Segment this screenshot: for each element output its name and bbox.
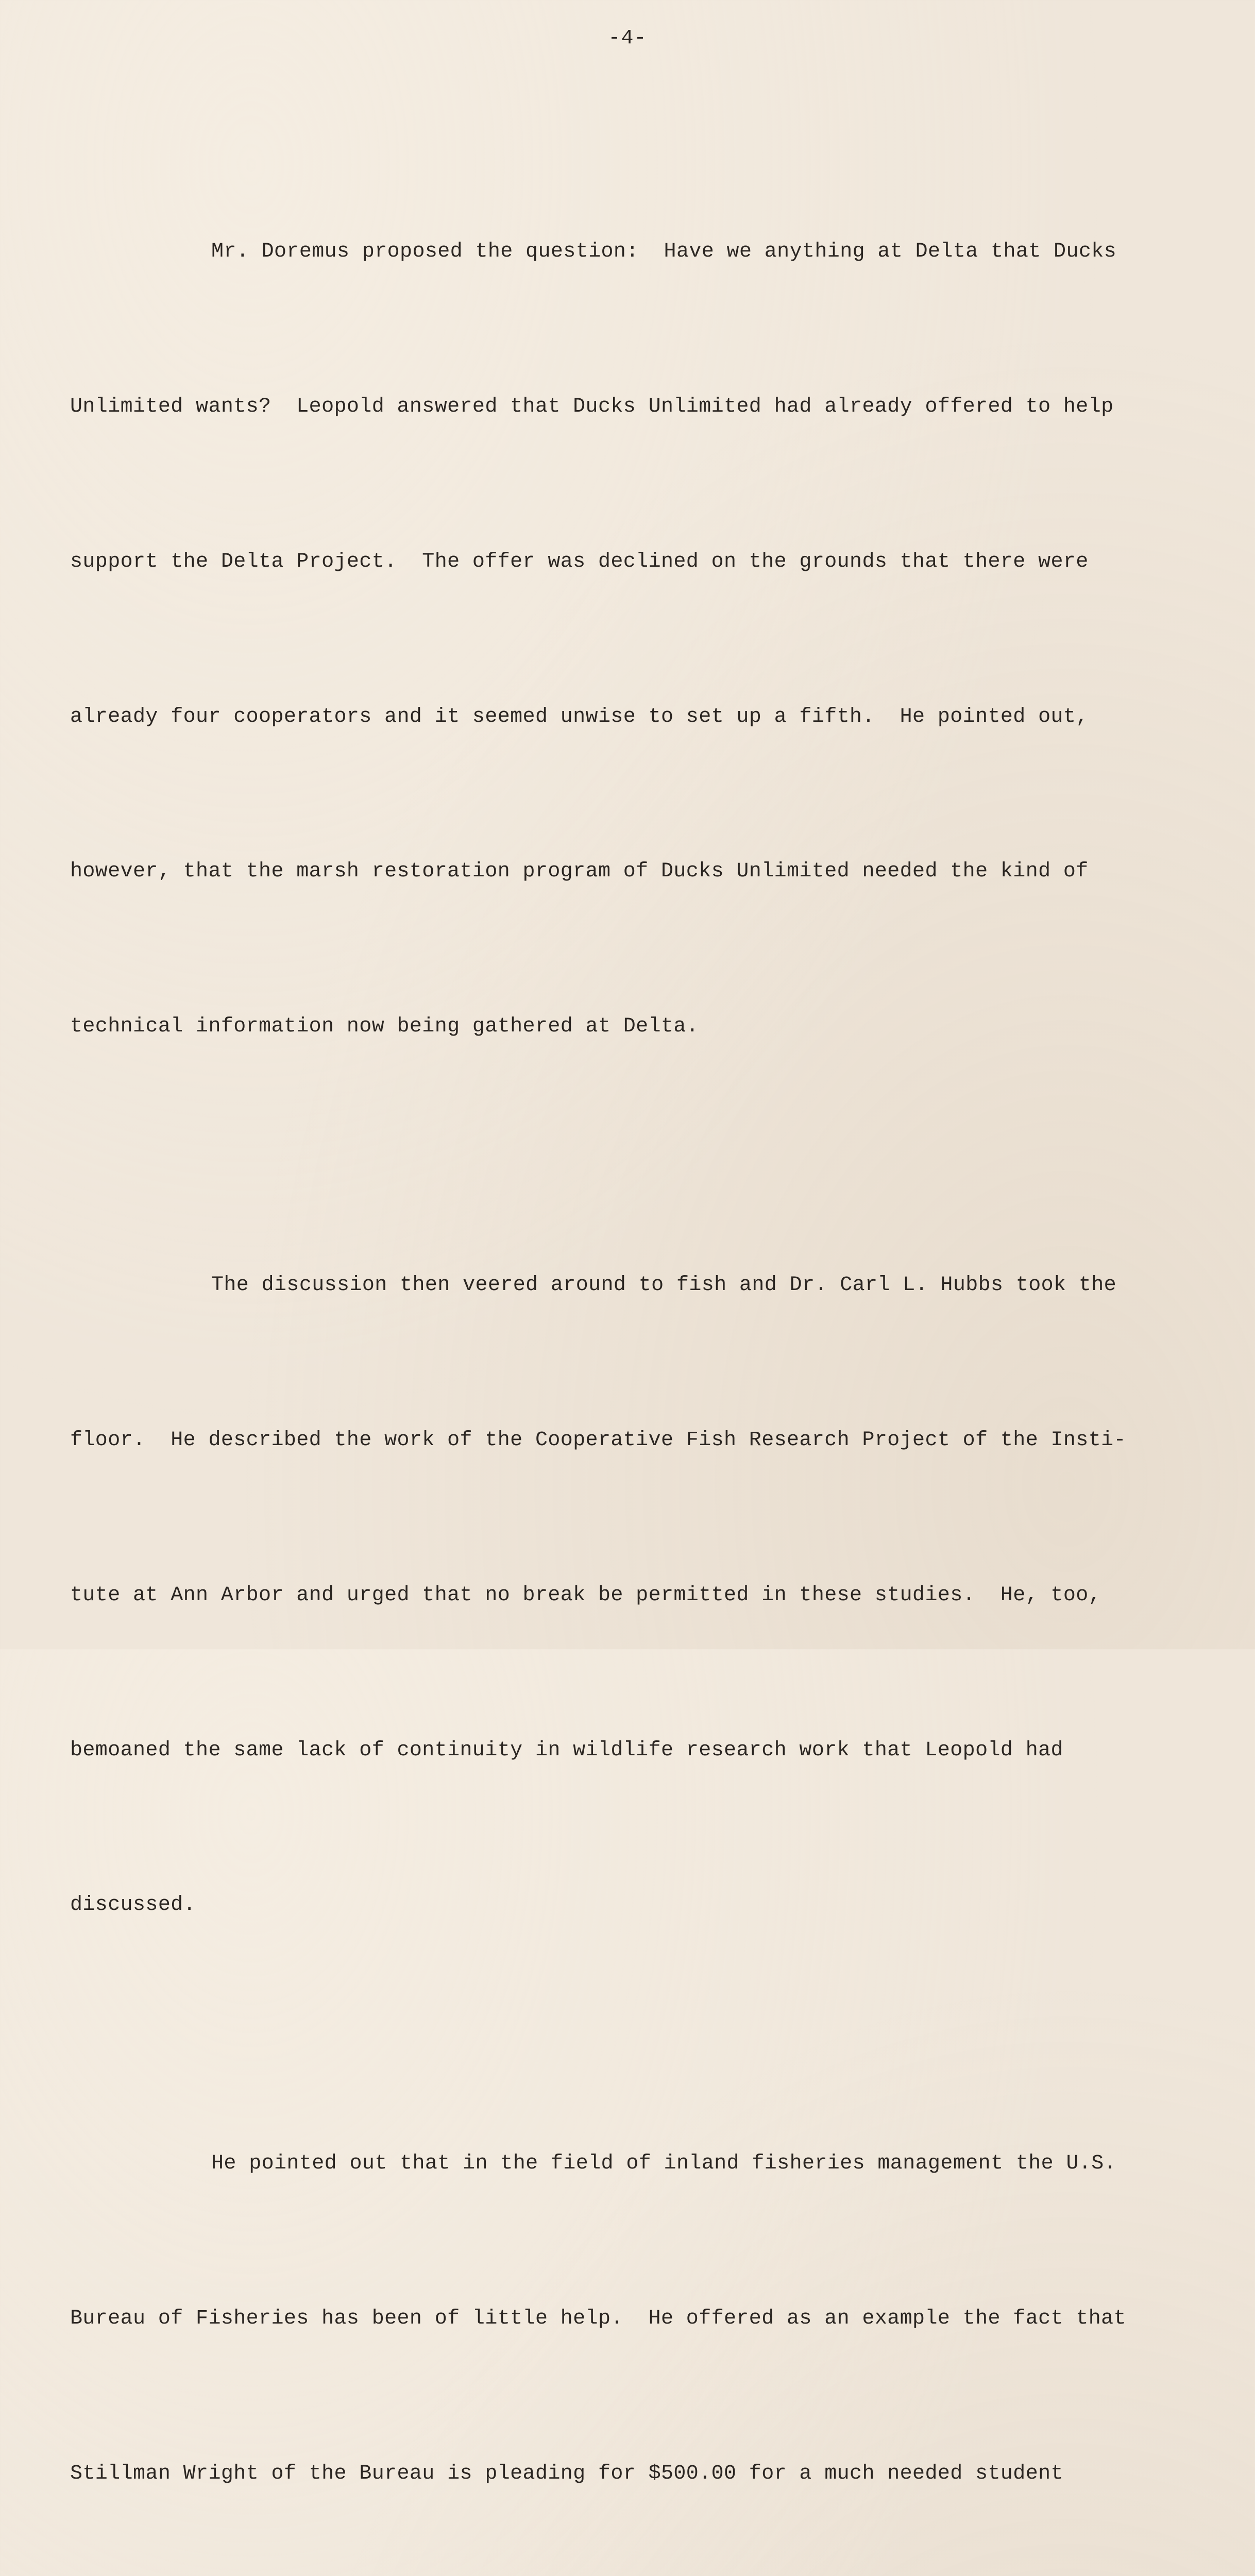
paragraph-2-line-3: tute at Ann Arbor and urged that no break be permitted in these studies. He, too, [70, 1583, 1101, 1607]
page-number: -4- [608, 27, 647, 50]
document-body [70, 71, 1162, 2576]
paragraph-1-line-3: support the Delta Project. The offer was declined on the grounds that there were [70, 550, 1089, 573]
paragraph-2-line-4: bemoaned the same lack of continuity in wildlife research work that Leopold had [70, 1738, 1063, 1762]
paragraph-3-line-1: He pointed out that in the field of inland fisheries management the U.S. [211, 2151, 1117, 2175]
paragraph-1-line-2: Unlimited wants? Leopold answered that Ducks Unlimited had already offered to help [70, 395, 1114, 418]
paragraph-2-line-2: floor. He described the work of the Cooperative Fish Research Project of the Insti- [70, 1428, 1126, 1452]
paragraph-3-line-2: Bureau of Fisheries has been of little help. He offered as an example the fact that [70, 2307, 1126, 2330]
paragraph-2-line-1: The discussion then veered around to fish and Dr. Carl L. Hubbs took the [211, 1273, 1117, 1297]
paragraph-1-line-6: technical information now being gathered at Delta. [70, 1015, 699, 1039]
paragraph-1-line-5: however, that the marsh restoration program of Ducks Unlimited needed the kind of [70, 860, 1089, 884]
paragraph-1-line-4: already four cooperators and it seemed unwise to set up a fifth. He pointed out, [70, 705, 1089, 728]
paragraph-2-line-5: discussed. [70, 1893, 196, 1917]
paragraph-1-line-1: Mr. Doremus proposed the question: Have we anything at Delta that Ducks [211, 240, 1117, 263]
paragraph-3-line-3: Stillman Wright of the Bureau is pleading for $500.00 for a much needed student [70, 2462, 1063, 2485]
